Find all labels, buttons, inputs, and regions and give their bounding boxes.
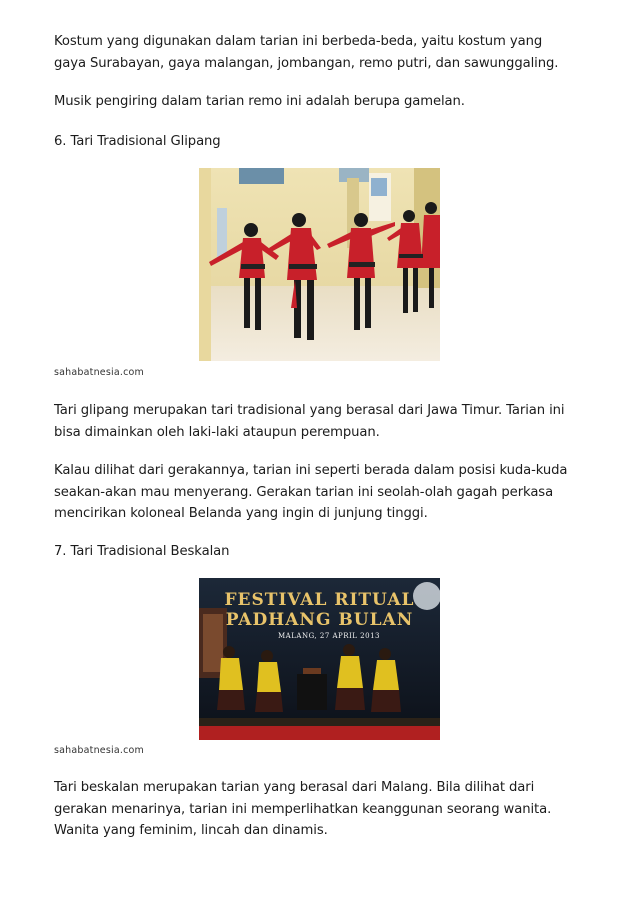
beskalan-dance-photo xyxy=(199,578,440,740)
glipang-paragraph-2: Kalau dilihat dari gerakannya, tarian ini seperti berada dalam posisi kuda-kuda seakan-akan mau menyerang. Gerakan tarian ini seolah-olah gagah perkasa mencirikan koloneal Belanda yang ingin di junjung tinggi. xyxy=(54,463,568,521)
glipang-heading: 6. Tari Tradisional Glipang xyxy=(54,134,221,149)
beskalan-image-caption: sahabatnesia.com xyxy=(54,745,144,756)
banner-line-2: PADHANG BULAN xyxy=(225,610,414,630)
beskalan-heading: 7. Tari Tradisional Beskalan xyxy=(54,544,230,559)
banner-line-1: FESTIVAL RITUAL xyxy=(224,590,415,610)
glipang-dance-illustration xyxy=(199,168,440,361)
glipang-dance-photo xyxy=(199,168,440,361)
banner-line-3: MALANG, 27 APRIL 2013 xyxy=(278,632,380,640)
beskalan-paragraph-1: Tari beskalan merupakan tarian yang berasal dari Malang. Bila dilihat dari gerakan menarinya, tarian ini memperlihatkan keanggunan seorang wanita. Wanita yang feminim, lincah dan dinamis. xyxy=(54,780,552,838)
remo-paragraph-2: Musik pengiring dalam tarian remo ini adalah berupa gamelan. xyxy=(54,94,465,109)
remo-paragraph-1: Kostum yang digunakan dalam tarian ini berbeda-beda, yaitu kostum yang gaya Surabayan, gaya malangan, jombangan, remo putri, dan sawunggaling. xyxy=(54,34,559,71)
glipang-paragraph-1: Tari glipang merupakan tari tradisional yang berasal dari Jawa Timur. Tarian ini bisa dimainkan oleh laki-laki ataupun perempuan. xyxy=(54,403,565,440)
glipang-image-caption: sahabatnesia.com xyxy=(54,367,144,378)
